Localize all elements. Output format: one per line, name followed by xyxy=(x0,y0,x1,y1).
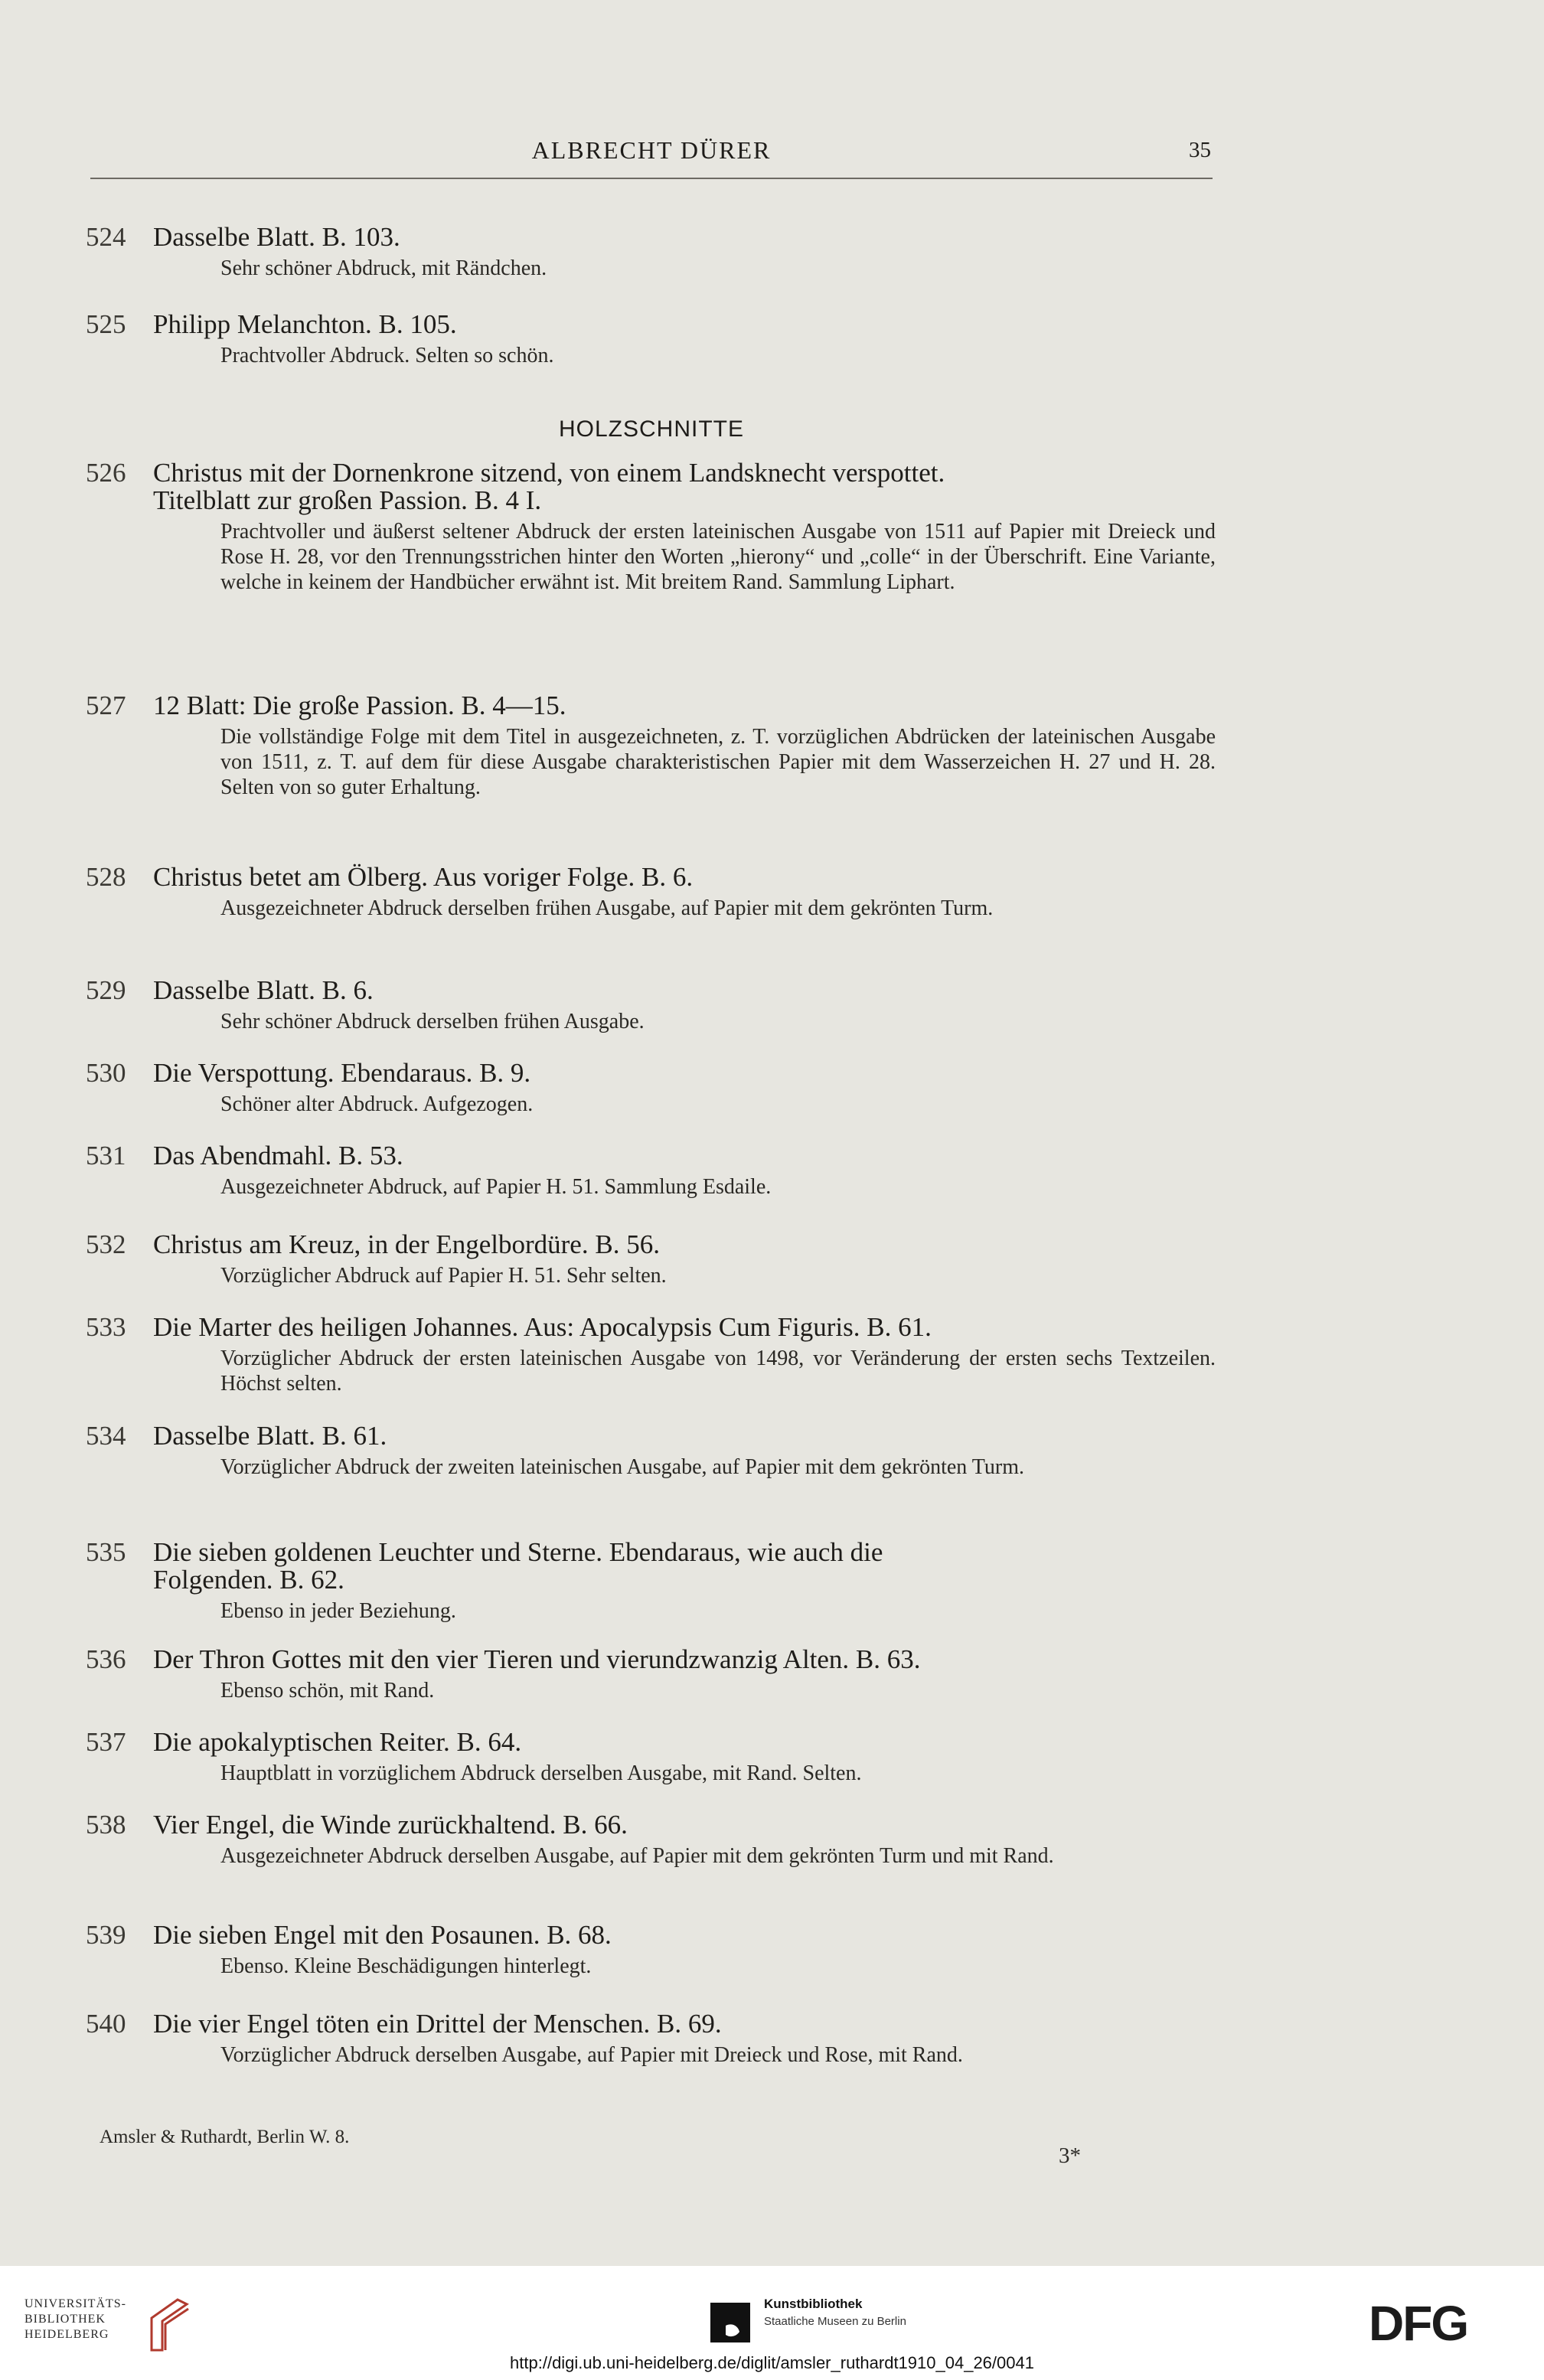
entry-description: Sehr schöner Abdruck derselben frühen Ausgabe. xyxy=(220,1010,645,1033)
entry-heading xyxy=(86,1921,1219,1949)
entry-heading xyxy=(86,1811,1219,1839)
entry-title: Vier Engel, die Winde zurückhaltend. B. 66. xyxy=(153,1810,628,1840)
entry-description: Ausgezeichneter Abdruck derselben Ausgabe, auf Papier mit dem gekrönten Turm und mit Rand. xyxy=(220,1844,1054,1868)
publisher-imprint: Amsler & Ruthardt, Berlin W. 8. xyxy=(100,2127,350,2147)
catalogue-entry xyxy=(86,311,1219,368)
entry-heading xyxy=(86,1729,1219,1756)
page-number: 35 xyxy=(1189,138,1211,162)
entry-description: Ebenso in jeder Beziehung. xyxy=(220,1599,456,1623)
entry-description: Prachtvoller Abdruck. Selten so schön. xyxy=(220,344,554,367)
entry-title: Die Marter des heiligen Johannes. Aus: Apocalypsis Cum Figuris. B. 61. xyxy=(153,1312,932,1342)
entry-number: 540 xyxy=(86,2009,126,2039)
entry-title: Das Abendmahl. B. 53. xyxy=(153,1141,403,1170)
entry-number: 533 xyxy=(86,1312,126,1342)
entry-description: Hauptblatt in vorzüglichem Abdruck derselben Ausgabe, mit Rand. Selten. xyxy=(220,1761,862,1785)
catalogue-entry xyxy=(86,1314,1219,1396)
catalogue-entry xyxy=(86,864,1219,921)
catalogue-entry xyxy=(86,2010,1219,2068)
entry-description: Schöner alter Abdruck. Aufgezogen. xyxy=(220,1092,534,1116)
entry-heading xyxy=(86,1059,1219,1087)
entry-heading xyxy=(86,1142,1219,1170)
entry-title: Dasselbe Blatt. B. 61. xyxy=(153,1421,387,1451)
entry-description: Ebenso. Kleine Beschädigungen hinterlegt. xyxy=(220,1954,592,1978)
running-head xyxy=(92,136,1211,167)
catalogue-entry xyxy=(86,1422,1219,1480)
entry-number: 536 xyxy=(86,1644,126,1674)
entry-heading xyxy=(86,1539,1219,1566)
entry-heading xyxy=(86,1231,1219,1259)
entry-description: Ausgezeichneter Abdruck, auf Papier H. 51. Sammlung Esdaile. xyxy=(220,1175,772,1199)
entry-number: 532 xyxy=(86,1229,126,1259)
header-rule xyxy=(90,178,1213,179)
entry-number: 537 xyxy=(86,1727,126,1757)
catalogue-entry xyxy=(86,1646,1219,1703)
entry-heading xyxy=(86,864,1219,891)
entry-number: 528 xyxy=(86,862,126,892)
entry-heading xyxy=(86,224,1219,251)
entry-title: Die Verspottung. Ebendaraus. B. 9. xyxy=(153,1058,531,1088)
catalogue-entry xyxy=(86,1059,1219,1117)
university-library-name: UNIVERSITÄTS- BIBLIOTHEK HEIDELBERG xyxy=(24,2297,126,2341)
catalogue-entry xyxy=(86,692,1219,800)
catalogue-entry xyxy=(86,459,1219,595)
entry-number: 539 xyxy=(86,1920,126,1950)
catalogue-entry xyxy=(86,224,1219,281)
running-title: ALBRECHT DÜRER xyxy=(531,136,772,164)
entry-title: Philipp Melanchton. B. 105. xyxy=(153,309,457,339)
dfg-logo[interactable]: DFG xyxy=(1369,2296,1468,2351)
entry-number: 535 xyxy=(86,1537,126,1567)
permalink-url[interactable]: http://digi.ub.uni-heidelberg.de/diglit/amsler_ruthardt1910_04_26/0041 xyxy=(510,2353,1034,2372)
kunstbibliothek-icon xyxy=(710,2303,750,2342)
entry-title: Dasselbe Blatt. B. 6. xyxy=(153,975,374,1005)
entry-description: Vorzüglicher Abdruck der ersten lateinischen Ausgabe von 1498, vor Veränderung der ersten sechs Textzeilen. Höchst selten. xyxy=(220,1347,1216,1396)
entry-description: Vorzüglicher Abdruck der zweiten lateinischen Ausgabe, auf Papier mit dem gekrönten Turm. xyxy=(220,1455,1024,1479)
entry-number: 526 xyxy=(86,458,126,488)
entry-title: Dasselbe Blatt. B. 103. xyxy=(153,222,400,252)
entry-heading xyxy=(86,459,1219,487)
entry-description: Prachtvoller und äußerst seltener Abdruck der ersten lateinischen Ausgabe von 1511 auf Papier mit Dreieck und Rose H. 28, vor den Trennungsstrichen hinter den Worten „hierony“ und „colle“ in der Überschrift. Eine Variante, welche in keinem der Handbücher erwähnt ist. Mit breitem Rand. Sammlung Liphart. xyxy=(220,520,1216,594)
entry-title-continuation: Folgenden. B. 62. xyxy=(153,1565,344,1595)
entry-description: Die vollständige Folge mit dem Titel in ausgezeichneten, z. T. vorzüglichen Abdrücken der lateinischen Ausgabe von 1511, z. T. auf dem für diese Ausgabe charakteristischen Papier mit dem Wasserzeichen H. 27 und H. 28. Selten von so guter Erhaltung. xyxy=(220,725,1216,799)
entry-number: 524 xyxy=(86,222,126,252)
entry-title: Die sieben Engel mit den Posaunen. B. 68. xyxy=(153,1920,612,1950)
catalogue-entry xyxy=(86,977,1219,1034)
entry-number: 538 xyxy=(86,1810,126,1840)
entry-heading xyxy=(86,977,1219,1004)
section-heading: HOLZSCHNITTE xyxy=(558,416,744,442)
entry-heading xyxy=(86,1422,1219,1450)
entry-description: Ausgezeichneter Abdruck derselben frühen Ausgabe, auf Papier mit dem gekrönten Turm. xyxy=(220,896,994,920)
catalogue-entry xyxy=(86,1729,1219,1786)
signature-mark: 3* xyxy=(1059,2143,1081,2168)
entry-heading xyxy=(86,311,1219,338)
entry-heading xyxy=(86,2010,1219,2038)
entry-title: Die apokalyptischen Reiter. B. 64. xyxy=(153,1727,522,1757)
catalogue-entry xyxy=(86,1921,1219,1979)
entry-title: Die sieben goldenen Leuchter und Sterne. Ebendaraus, wie auch die xyxy=(153,1537,883,1567)
entry-title-continuation: Titelblatt zur großen Passion. B. 4 I. xyxy=(153,485,542,515)
catalogue-entry xyxy=(86,1539,1219,1624)
entry-title: Christus am Kreuz, in der Engelbordüre. B. 56. xyxy=(153,1229,660,1259)
entry-number: 527 xyxy=(86,690,126,720)
entry-title: Die vier Engel töten ein Drittel der Menschen. B. 69. xyxy=(153,2009,722,2039)
entry-number: 530 xyxy=(86,1058,126,1088)
university-emblem-icon xyxy=(147,2297,193,2352)
entry-number: 525 xyxy=(86,309,126,339)
kunstbibliothek-name: Kunstbibliothek xyxy=(764,2297,863,2311)
entry-number: 529 xyxy=(86,975,126,1005)
kunstbibliothek-subtitle: Staatliche Museen zu Berlin xyxy=(764,2315,906,2328)
entry-number: 534 xyxy=(86,1421,126,1451)
entry-description: Sehr schöner Abdruck, mit Rändchen. xyxy=(220,256,547,280)
entry-heading xyxy=(86,692,1219,720)
entry-description: Ebenso schön, mit Rand. xyxy=(220,1679,435,1703)
entry-title: Christus mit der Dornenkrone sitzend, von einem Landsknecht verspottet. xyxy=(153,458,945,488)
catalogue-entry xyxy=(86,1142,1219,1200)
catalogue-entry xyxy=(86,1231,1219,1288)
entry-heading xyxy=(86,1314,1219,1341)
entry-title: 12 Blatt: Die große Passion. B. 4—15. xyxy=(153,690,566,720)
entry-description: Vorzüglicher Abdruck derselben Ausgabe, auf Papier mit Dreieck und Rose, mit Rand. xyxy=(220,2043,963,2067)
entry-title: Christus betet am Ölberg. Aus voriger Folge. B. 6. xyxy=(153,862,694,892)
entry-number: 531 xyxy=(86,1141,126,1170)
catalogue-entry xyxy=(86,1811,1219,1869)
viewer-footer xyxy=(0,2266,1544,2380)
entry-description: Vorzüglicher Abdruck auf Papier H. 51. Sehr selten. xyxy=(220,1264,667,1288)
entry-heading xyxy=(86,1646,1219,1673)
kunstbibliothek-logo[interactable] xyxy=(710,2297,940,2342)
entry-title: Der Thron Gottes mit den vier Tieren und vierundzwanzig Alten. B. 63. xyxy=(153,1644,921,1674)
